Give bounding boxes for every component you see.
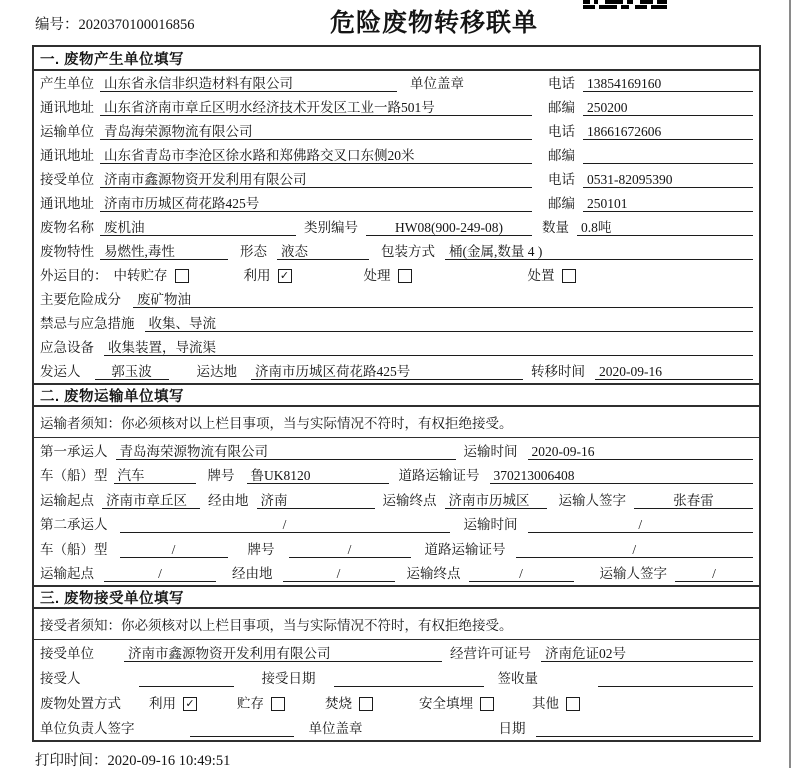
carrier2-row (34, 512, 759, 537)
destination-label: 运达地 (196, 364, 237, 379)
accept-amount-label: 签收量 (497, 671, 538, 686)
purpose-label: 外运目的： (40, 268, 108, 283)
waste-category-label: 类别编号 (304, 220, 358, 235)
vehicle2-type-label: 车（船）型 (40, 541, 108, 557)
disposal-burn-checkbox (359, 697, 373, 711)
vehicle2-plate-label: 牌号 (247, 541, 275, 557)
route1-start-value: 济南市章丘区 (102, 492, 200, 509)
disposal-other-label: 其他 (532, 696, 559, 711)
disposal-landfill-label: 安全填埋 (419, 696, 473, 711)
transporter-phone-value: 18661672606 (583, 123, 753, 140)
taboo-label: 禁忌与应急措施 (40, 316, 135, 331)
vehicle1-license-label: 道路运输证号 (398, 468, 480, 483)
transporter-address-value: 山东省青岛市李沧区徐水路和郑佛路交叉口东侧20米 (100, 147, 532, 164)
route1-start-label: 运输起点 (40, 492, 94, 508)
carrier1-value: 青岛海荣源物流有限公司 (116, 443, 456, 460)
producer-phone-label: 电话 (548, 76, 575, 91)
section3-notice: 接受者须知：你必须核对以上栏目事项，当与实际情况不符时，有权拒绝接受。 (34, 609, 759, 640)
print-time-line (35, 749, 230, 768)
taboo-row (34, 311, 759, 335)
waste-form-value: 液态 (277, 243, 369, 260)
transporter-phone-label: 电话 (548, 124, 575, 139)
page-edge-line (789, 0, 791, 768)
route1-sign-label: 运输人签字 (558, 492, 626, 508)
route2-row (34, 561, 759, 586)
carrier2-time-value: / (528, 516, 754, 533)
hazard-label: 主要危险成分 (40, 292, 121, 307)
responsible-sign-label: 单位负责人签字 (40, 721, 135, 736)
vehicle1-license-value: 370213006408 (490, 467, 754, 484)
disposal-use-label: 利用 (149, 696, 176, 711)
taboo-value: 收集、导流 (145, 315, 754, 332)
vehicle2-plate-value: / (289, 541, 411, 558)
producer-seal-label: 单位盖章 (410, 76, 464, 91)
purpose-treat-checkbox (398, 269, 412, 283)
vehicle1-row (34, 463, 759, 488)
destination-value: 济南市历城区荷花路425号 (251, 363, 523, 380)
waste-name-row (34, 215, 759, 239)
producer-address-label: 通讯地址 (40, 100, 94, 115)
purpose-transfer-checkbox (175, 269, 189, 283)
disposal-landfill-checkbox (480, 697, 494, 711)
waste-form-label: 形态 (240, 244, 267, 259)
receiver-address-label: 通讯地址 (40, 196, 94, 211)
route1-sign-value: 张春雷 (634, 492, 753, 509)
disposal-label: 废物处置方式 (40, 696, 121, 711)
section2-title: 二. 废物运输单位填写 (34, 383, 759, 407)
waste-name-value: 废机油 (100, 219, 296, 236)
purpose-use-checkbox: ✓ (278, 269, 292, 283)
route2-start-value: / (104, 565, 216, 582)
accept-unit-row (34, 640, 759, 665)
transfer-time-value: 2020-09-16 (595, 363, 753, 380)
carrier2-value: / (120, 516, 450, 533)
hazard-row (34, 287, 759, 311)
receiver-address-value: 济南市历城区荷花路425号 (100, 195, 532, 212)
accept-unit-value: 济南市鑫源物资开发利用有限公司 (124, 645, 442, 662)
route2-via-value: / (283, 565, 395, 582)
producer-address-row (34, 95, 759, 119)
purpose-transfer-label: 中转贮存 (113, 268, 168, 283)
waste-quantity-value: 0.8吨 (577, 219, 753, 236)
disposal-use-checkbox: ✓ (183, 697, 197, 711)
section2-notice: 运输者须知：你必须核对以上栏目事项，当与实际情况不符时，有权拒绝接受。 (34, 407, 759, 438)
hazard-value: 废矿物油 (133, 291, 753, 308)
producer-value: 山东省永信非织造材料有限公司 (100, 75, 397, 92)
shipper-value: 郭玉波 (95, 363, 169, 380)
purpose-treat-label: 处理 (363, 268, 391, 283)
purpose-dispose-label: 处置 (527, 268, 555, 283)
route1-end-label: 运输终点 (382, 492, 437, 508)
producer-zip-label: 邮编 (548, 100, 575, 115)
responsible-sign-value (190, 720, 294, 737)
purpose-use-label: 利用 (243, 268, 271, 283)
receiver-address-row (34, 191, 759, 215)
section3-title: 三. 废物接受单位填写 (34, 585, 759, 609)
qr-code-icon (583, 0, 667, 9)
waste-packing-value: 桶(金属,数量 4 ) (445, 243, 753, 260)
accept-unit-label: 接受单位 (40, 646, 94, 661)
producer-label: 产生单位 (40, 76, 94, 91)
receiver-label: 接受单位 (40, 172, 94, 187)
route2-end-value: / (469, 565, 574, 582)
carrier1-time-value: 2020-09-16 (528, 443, 754, 460)
vehicle2-license-label: 道路运输证号 (424, 541, 506, 557)
receiver-zip-value: 250101 (583, 195, 753, 212)
transporter-zip-value (583, 147, 753, 164)
section3-body (34, 609, 759, 740)
receiver-phone-value: 0531-82095390 (583, 171, 753, 188)
transfer-time-label: 转移时间 (531, 364, 585, 379)
route2-via-label: 经由地 (232, 566, 273, 581)
route1-row (34, 487, 759, 512)
producer-phone-value: 13854169160 (583, 75, 753, 92)
page-title: 危险废物转移联单 (330, 9, 539, 37)
unit-seal-label: 单位盖章 (308, 721, 363, 736)
transporter-address-row (34, 143, 759, 167)
transporter-value: 青岛海荣源物流有限公司 (100, 123, 532, 140)
section2-body (34, 407, 759, 585)
waste-category-value: HW08(900-249-08) (366, 219, 532, 236)
equipment-row (34, 335, 759, 359)
vehicle1-type-value: 汽车 (114, 467, 196, 484)
section1-title: 一. 废物产生单位填写 (34, 47, 759, 71)
disposal-store-checkbox (271, 697, 285, 711)
carrier1-label: 第一承运人 (40, 443, 108, 459)
sign-date-value (536, 720, 754, 737)
accept-amount-value (598, 670, 753, 687)
carrier1-row (34, 438, 759, 463)
waste-name-label: 废物名称 (40, 220, 94, 235)
dispatch-row (34, 359, 759, 383)
accept-license-label: 经营许可证号 (450, 646, 531, 661)
accept-date-label: 接受日期 (261, 671, 316, 686)
route2-sign-label: 运输人签字 (599, 566, 667, 581)
manifest-form (32, 45, 761, 742)
transporter-address-label: 通讯地址 (40, 148, 94, 163)
route2-sign-value: / (675, 565, 753, 582)
route2-start-label: 运输起点 (40, 566, 94, 581)
waste-packing-label: 包装方式 (381, 244, 435, 259)
receiver-zip-label: 邮编 (548, 196, 575, 211)
shipper-label: 发运人 (40, 364, 81, 379)
vehicle1-plate-label: 牌号 (207, 468, 235, 483)
carrier2-label: 第二承运人 (40, 517, 108, 532)
sign-date-label: 日期 (498, 721, 526, 736)
transporter-label: 运输单位 (40, 124, 94, 139)
section1-body (34, 71, 759, 383)
receiver-value: 济南市鑫源物资开发利用有限公司 (100, 171, 532, 188)
route1-via-value: 济南 (257, 492, 375, 509)
disposal-other-checkbox (566, 697, 580, 711)
route2-end-label: 运输终点 (406, 566, 461, 581)
purpose-dispose-checkbox (562, 269, 576, 283)
receiver-phone-label: 电话 (548, 172, 575, 187)
print-time-label: 打印时间： (35, 753, 108, 768)
carrier1-time-label: 运输时间 (463, 443, 518, 459)
accept-license-value: 济南危证02号 (541, 645, 753, 662)
vehicle1-plate-value: 鲁UK8120 (247, 467, 389, 484)
vehicle1-type-label: 车（船）型 (40, 468, 108, 483)
transporter-zip-label: 邮编 (548, 148, 575, 163)
waste-traits-label: 废物特性 (40, 244, 94, 259)
disposal-store-label: 贮存 (237, 696, 264, 711)
purpose-row (34, 263, 759, 287)
serial-number-line (35, 13, 195, 34)
receiver-row (34, 167, 759, 191)
accept-date-value (334, 670, 484, 687)
disposal-burn-label: 焚烧 (325, 696, 352, 711)
vehicle2-license-value: / (516, 541, 754, 558)
route1-via-label: 经由地 (208, 492, 249, 508)
waste-quantity-label: 数量 (542, 220, 569, 235)
producer-row (34, 71, 759, 95)
carrier2-time-label: 运输时间 (463, 517, 518, 532)
producer-address-value: 山东省济南市章丘区明水经济技术开发区工业一路501号 (100, 99, 532, 116)
accept-person-row (34, 665, 759, 690)
transporter-row (34, 119, 759, 143)
producer-zip-value: 250200 (583, 99, 753, 116)
print-time-value: 2020-09-16 10:49:51 (107, 753, 231, 768)
accept-person-label: 接受人 (40, 671, 81, 686)
serial-label: 编号： (35, 17, 79, 33)
waste-traits-value: 易燃性,毒性 (100, 243, 228, 260)
responsible-sign-row (34, 715, 759, 740)
serial-number: 2020370100016856 (78, 17, 195, 33)
equipment-value: 收集装置，导流渠 (104, 339, 753, 356)
disposal-method-row (34, 690, 759, 715)
route1-end-value: 济南市历城区 (445, 492, 547, 509)
waste-traits-row (34, 239, 759, 263)
vehicle2-type-value: / (120, 541, 228, 558)
equipment-label: 应急设备 (40, 340, 94, 355)
vehicle2-row (34, 536, 759, 561)
accept-person-value (139, 670, 234, 687)
